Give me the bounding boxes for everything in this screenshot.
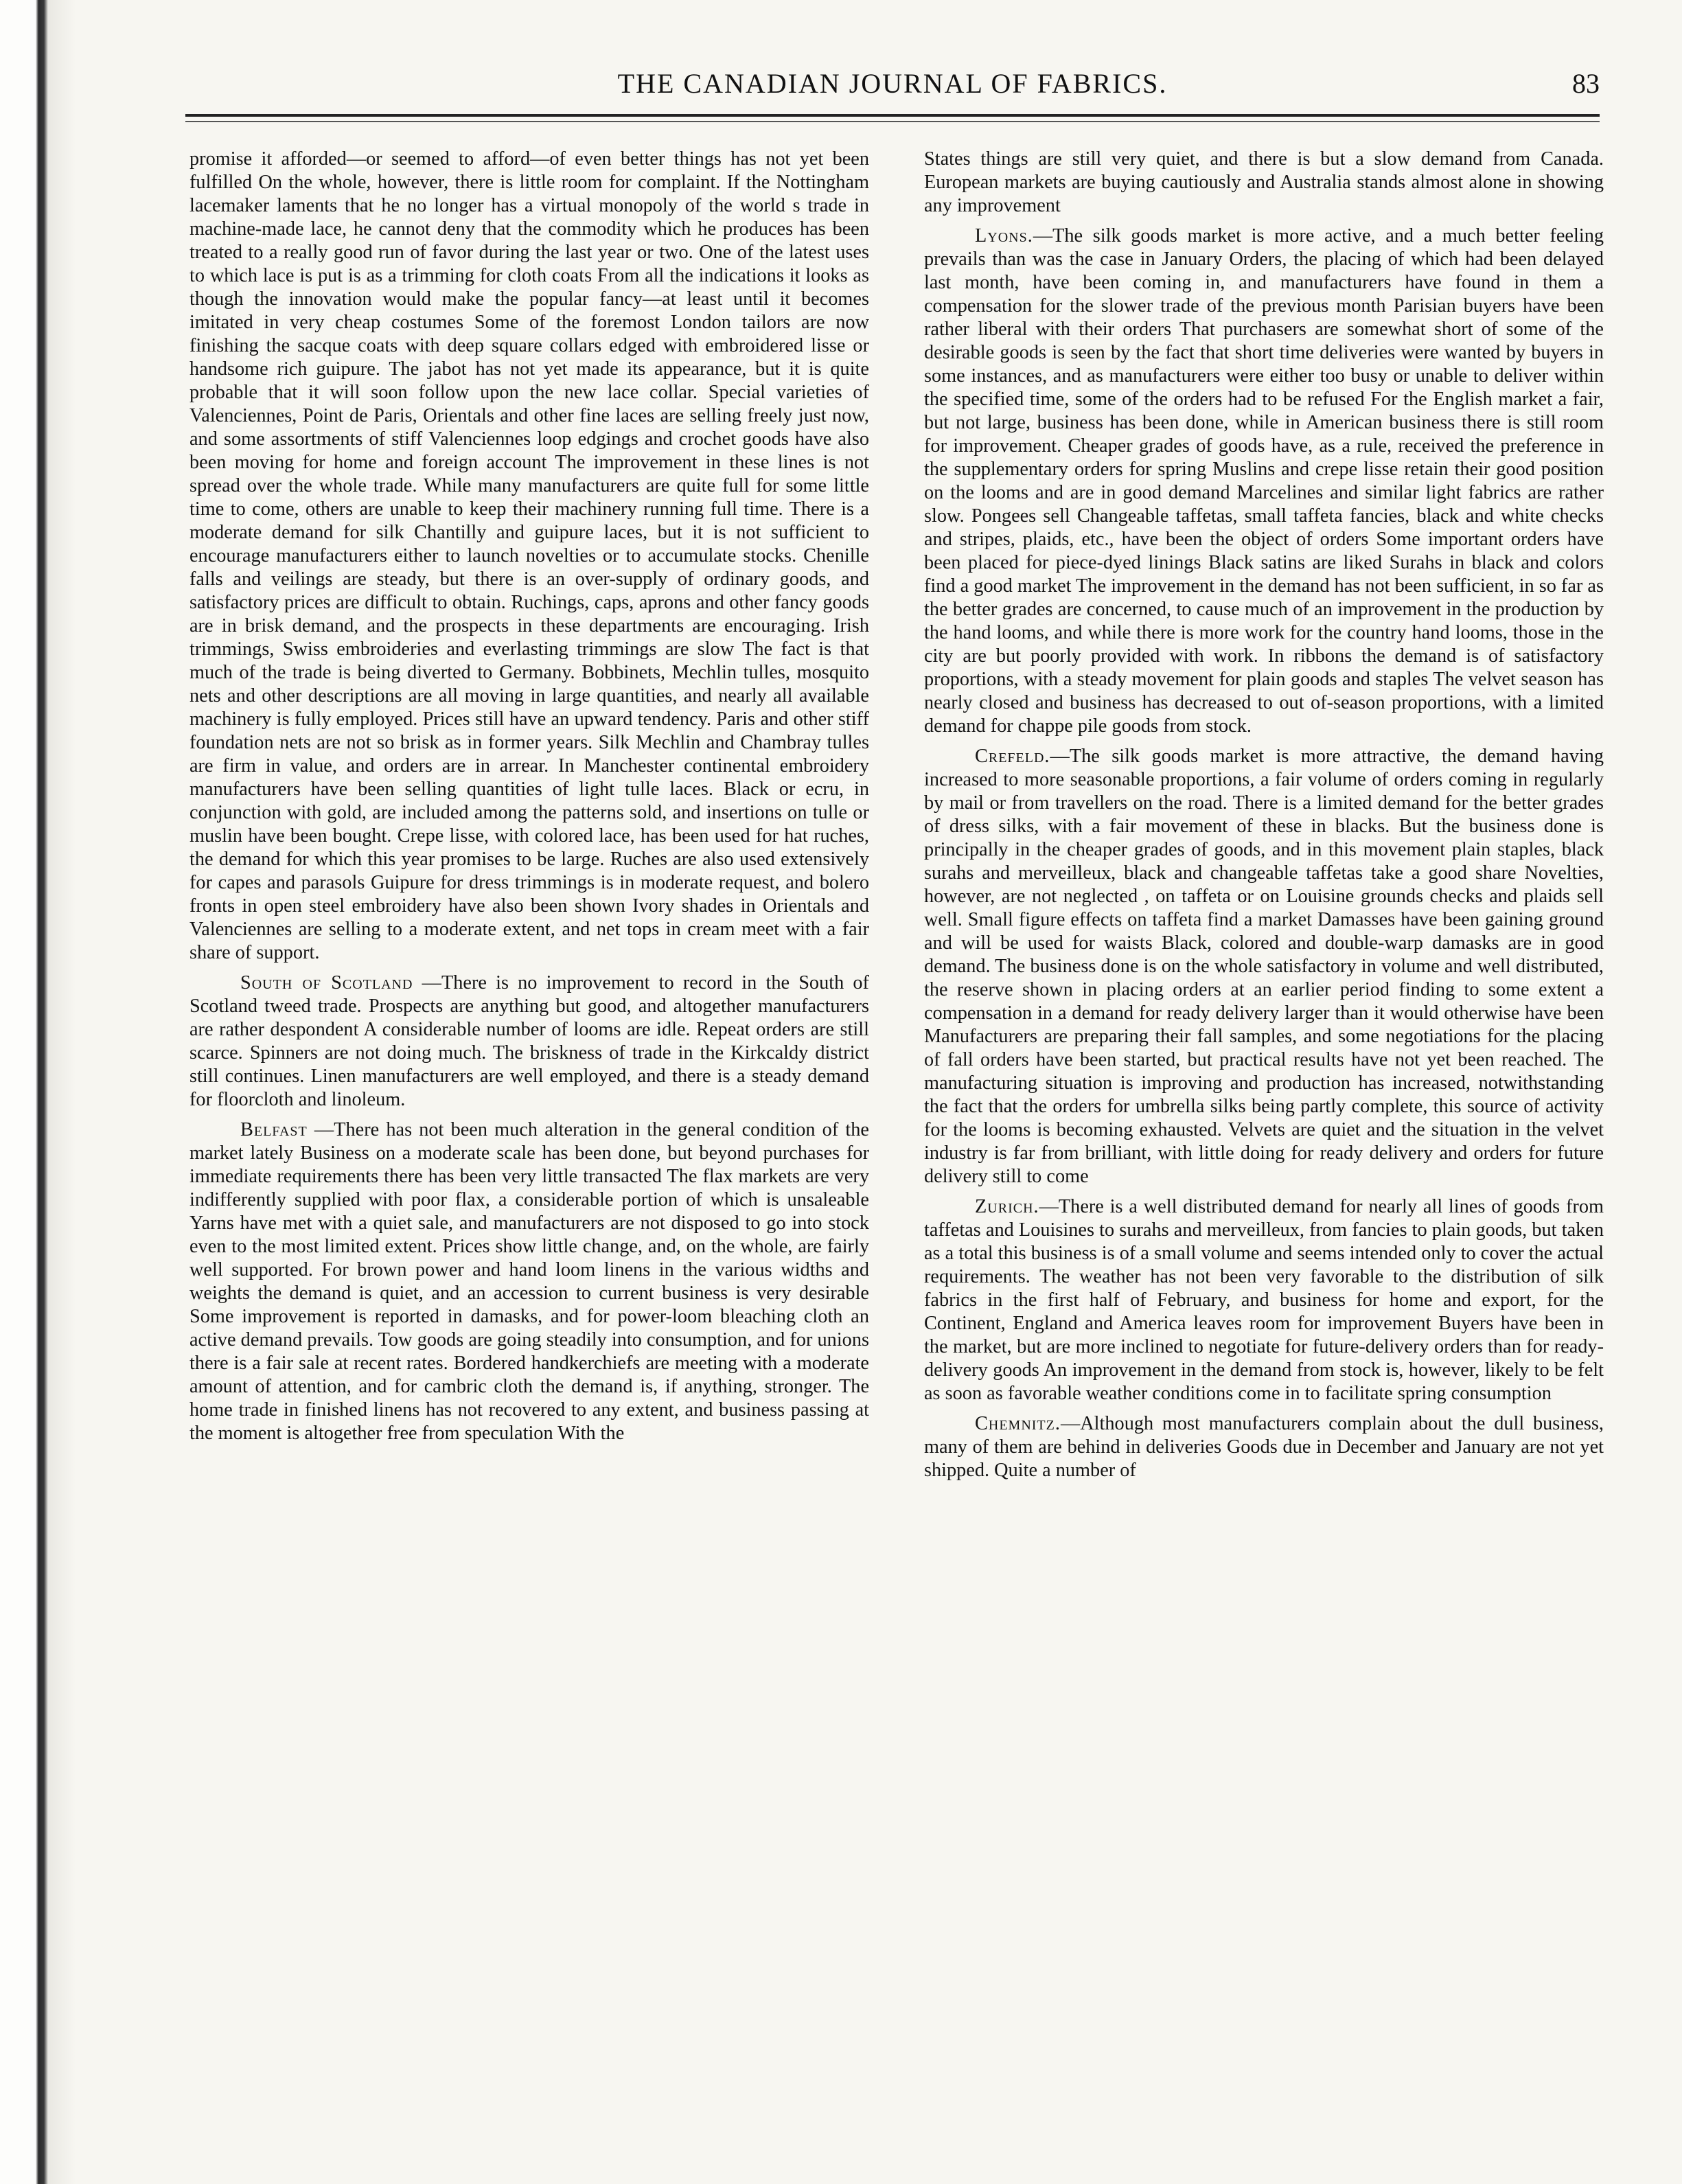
- crefeld-heading: Crefeld.: [975, 746, 1050, 767]
- lyons-heading: Lyons.: [975, 225, 1033, 246]
- south-of-scotland-text: —There is no improvement to record in the South of Scotland tweed trade. Prospects are anything but good, and altogether manufacturers are rather despondent A considerable number of looms are idle. Repeat orders are still scarce. Spinners are not doing much. The briskness of trade in the Kirkcaldy district still continues. Linen manufacturers are well employed, and there is a steady demand for floorcloth and linoleum.: [189, 972, 869, 1110]
- crefeld-text: —The silk goods market is more attractive, the demand having increased to more seasonable proportions, a fair volume of orders coming in regularly by mail or from travellers on the road. There is a limited demand for the better grades of dress silks, with a fair movement of these in blacks. But the business done is principally in the cheaper grades of goods, and in this movement plain staples, black surahs and merveilleux, black and changeable taffetas take a good share Novelties, however, are not neglected , on taffeta or on Louisine grounds checks and plaids sell well. Small figure effects on taffeta find a market Damasses have been gaining ground and will be used for waists Black, colored and double-warp damasks are in good demand. The business done is on the whole satisfactory in volume and well distributed, the reserve shown in placing orders at an earlier period finding to some extent a compensation in a demand for ready delivery larger than it would otherwise have been Manufacturers are preparing their fall samples, and some negotiations for the placing of fall orders have been started, but practical results have not yet been reached. The manufacturing situation is improving and production has increased, notwithstanding the fact that the orders for umbrella silks being partly complete, this source of activity for the looms is becoming exhausted. Velvets are quiet and the situation in the velvet industry is far from brilliant, with little doing for ready delivery and orders for future delivery still to come: [924, 746, 1604, 1187]
- belfast-text: —There has not been much alteration in the general condition of the market lately Business on a moderate scale has been done, but beyond purchases for immediate requirements there has been very little transacted The flax markets are very indifferently supplied with poor flax, a considerable portion of which is unsaleable Yarns have met with a quiet sale, and manufacturers are not disposed to go into stock even to the most limited extent. Prices show little change, and, on the whole, are fairly well supported. For brown power and hand loom linens in the various widths and weights the demand is quiet, and an accession to current business is very desirable Some improvement is reported in damasks, and for power-loom bleaching cloth an active demand prevails. Tow goods are going steadily into consumption, and for unions there is a fair sale at recent rates. Bordered handkerchiefs are meeting with a moderate amount of attention, and for cambric cloth the demand is, if anything, stronger. The home trade in finished linens has not recovered to any extent, and business passing at the moment is altogether free from speculation With the: [189, 1119, 869, 1444]
- states-paragraph: States things are still very quiet, and there is but a slow demand from Canada. European markets are buying cautiously and Australia stands almost alone in showing any improvement: [924, 148, 1604, 216]
- page-number: 83: [1572, 68, 1600, 99]
- left-column: [189, 148, 869, 1445]
- chemnitz-paragraph: [924, 1412, 1604, 1482]
- running-header: [185, 67, 1600, 115]
- belfast-paragraph: [189, 1118, 869, 1445]
- belfast-heading: Belfast: [240, 1119, 308, 1140]
- lyons-paragraph: [924, 225, 1604, 738]
- zurich-paragraph: [924, 1195, 1604, 1405]
- south-of-scotland-paragraph: [189, 972, 869, 1112]
- lace-trade-paragraph: promise it afforded—or seemed to afford—of even better things has not yet been fulfilled On the whole, however, there is little room for complaint. If the Nottingham lacemaker laments that he no longer has a virtual monopoly of the world s trade in machine-made lace, he cannot deny that the commodity which he produces has been treated to a really good run of favor during the last year or two. One of the latest uses to which lace is put is as a trimming for cloth coats From all the indications it looks as though the innovation would make the popular fancy—at least until it becomes imitated in very cheap costumes Some of the foremost London tailors are now finishing the sacque coats with deep square collars edged with embroidered lisse or handsome rich guipure. The jabot has not yet made its appearance, but it is quite probable that it will soon follow upon the new lace collar. Special varieties of Valenciennes, Point de Paris, Orientals and other fine laces are selling freely just now, and some assortments of stiff Valenciennes loop edgings and crochet goods have also been moving for home and foreign account The improvement in these lines is not spread over the whole trade. While many manufacturers are quite full for some little time to come, others are unable to keep their machinery running full time. There is a moderate demand for silk Chantilly and guipure laces, but it is not sufficient to encourage manufacturers either to launch novelties or to accumulate stocks. Chenille falls and veilings are steady, but there is an over-supply of ordinary goods, and satisfactory prices are difficult to obtain. Ruchings, caps, aprons and other fancy goods are in brisk demand, and the prospects in these departments are encouraging. Irish trimmings, Swiss embroideries and everlasting trimmings are slow The fact is that much of the trade is being diverted to Germany. Bobbinets, Mechlin tulles, mosquito nets and other descriptions are all moving in large quantities, and nearly all available machinery is fully employed. Prices still have an upward tendency. Paris and other stiff foundation nets are not so brisk as in former years. Silk Mechlin and Chambray tulles are firm in value, and orders are in arrear. In Manchester continental embroidery manufacturers have been selling quantities of light tulle laces. Black or ecru, in conjunction with gold, are included among the patterns sold, and insertions on tulle or muslin have been bought. Crepe lisse, with colored lace, has been used for hat ruches, the demand for which this year promises to be large. Ruches are also used extensively for capes and parasols Guipure for dress trimmings is in moderate request, and bolero fronts in open steel embroidery have also been shown Ivory shades in Orientals and Valenciennes are selling to a moderate extent, and net tops in cream meet with a fair share of support.: [189, 148, 869, 963]
- zurich-heading: Zurich.: [975, 1196, 1039, 1217]
- crefeld-paragraph: [924, 745, 1604, 1188]
- zurich-text: —There is a well distributed demand for nearly all lines of goods from taffetas and Louisines to surahs and merveilleux, from fancies to plain goods, but taken as a total this business is of a small volume and seems intended only to cover the actual requirements. The weather has not been very favorable to the distribution of silk fabrics in the first half of February, and business for home and export, for the Continent, England and America leaves room for improvement Buyers have been in the market, but are more inclined to negotiate for future-delivery orders than for ready-delivery goods An improvement in the demand from stock is, however, likely to be felt as soon as favorable weather conditions come in to facilitate spring consumption: [924, 1196, 1604, 1404]
- lyons-text: —The silk goods market is more active, and a much better feeling prevails than was the case in January Orders, the placing of which had been delayed last month, have been coming in, and manufacturers have found in them a compensation for the slower trade of the previous month Parisian buyers have been rather liberal with their orders That purchasers are somewhat short of some of the desirable goods is seen by the fact that short time deliveries were wanted by buyers in some instances, and as manufacturers were either too busy or unable to deliver within the specified time, some of the orders had to be refused For the English market a fair, but not large, business has been done, while in American business there is still room for improvement. Cheaper grades of goods have, as a rule, received the preference in the supplementary orders for spring Muslins and crepe lisse retain their good position on the looms and are in good demand Marcelines and similar light fabrics are rather slow. Pongees sell Changeable taffetas, small taffeta fancies, black and white checks and stripes, plaids, etc., have been the object of orders Some important orders have been placed for piece-dyed linings Black satins are liked Surahs in black and colors find a good market The improvement in the demand has not been sufficient, in so far as the better grades are concerned, to cause much of an improvement in the production by the hand looms, and while there is more work for the country hand looms, those in the city are but poorly provided with work. In ribbons the demand is of satisfactory proportions, with a steady movement for plain goods and staples The velvet season has nearly closed and business has decreased to out of-season proportions, with a limited demand for chappe pile goods from stock.: [924, 225, 1604, 737]
- page-binding-edge: [0, 0, 76, 2184]
- south-of-scotland-heading: South of Scotland: [240, 972, 413, 993]
- journal-title: THE CANADIAN JOURNAL OF FABRICS.: [617, 68, 1168, 99]
- chemnitz-heading: Chemnitz.: [975, 1413, 1061, 1434]
- right-column: [924, 148, 1604, 1482]
- header-rule-thick: [185, 114, 1600, 117]
- chemnitz-text: —Although most manufacturers complain about the dull business, many of them are behind in deliveries Goods due in December and January are not yet shipped. Quite a number of: [924, 1413, 1604, 1481]
- header-rule-thin: [185, 121, 1600, 122]
